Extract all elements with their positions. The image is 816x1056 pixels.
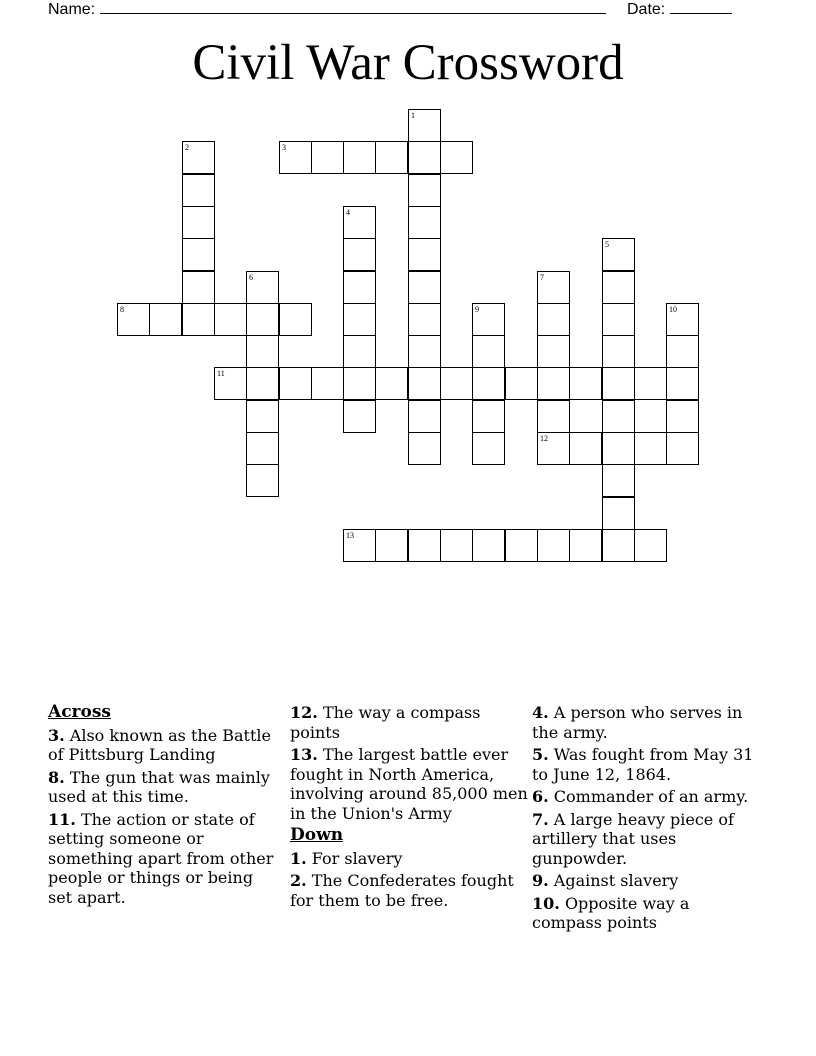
clue-item-number: 3.	[48, 725, 65, 745]
clue-heading-down: Down	[290, 825, 344, 845]
clue-item-number: 11.	[48, 809, 76, 829]
grid-cell[interactable]	[537, 432, 570, 465]
grid-cell[interactable]	[440, 367, 473, 400]
clue-item	[532, 787, 764, 807]
grid-cell[interactable]	[569, 367, 602, 400]
grid-cell[interactable]	[408, 367, 441, 400]
clue-number: 13	[346, 531, 354, 540]
grid-cell[interactable]	[311, 141, 344, 174]
grid-cell[interactable]	[343, 303, 376, 336]
grid-cell[interactable]	[246, 367, 279, 400]
grid-cell[interactable]	[472, 303, 505, 336]
grid-cell[interactable]	[537, 367, 570, 400]
grid-cell[interactable]	[666, 367, 699, 400]
clue-item	[290, 745, 528, 823]
grid-cell[interactable]	[279, 303, 312, 336]
grid-cell[interactable]	[408, 238, 441, 271]
clue-item-text: The largest battle ever fought in North America, involving around 85,000 men in the Union's Army	[290, 745, 528, 823]
grid-cell[interactable]	[602, 464, 635, 497]
grid-cell[interactable]	[246, 303, 279, 336]
grid-cell[interactable]	[569, 432, 602, 465]
grid-cell[interactable]	[666, 432, 699, 465]
grid-cell[interactable]	[182, 303, 215, 336]
clue-item-text: The gun that was mainly used at this time.	[48, 767, 270, 806]
grid-cell[interactable]	[602, 497, 635, 530]
grid-cell[interactable]	[602, 400, 635, 433]
clue-item-text: Against slavery	[553, 871, 679, 890]
grid-cell[interactable]	[408, 271, 441, 304]
grid-cell[interactable]	[634, 432, 667, 465]
clue-item	[532, 810, 764, 869]
clue-column-1	[48, 703, 278, 910]
grid-cell[interactable]	[246, 432, 279, 465]
grid-cell[interactable]	[246, 400, 279, 433]
grid-cell[interactable]	[634, 529, 667, 562]
clue-item-number: 1.	[290, 848, 307, 868]
grid-cell[interactable]	[569, 529, 602, 562]
grid-cell[interactable]	[602, 271, 635, 304]
grid-cell[interactable]	[666, 335, 699, 368]
grid-cell[interactable]	[279, 141, 312, 174]
grid-cell[interactable]	[505, 529, 538, 562]
grid-cell[interactable]	[343, 271, 376, 304]
clue-item-number: 4.	[532, 703, 549, 722]
grid-cell[interactable]	[408, 335, 441, 368]
grid-cell[interactable]	[408, 141, 441, 174]
clue-item-number: 13.	[290, 745, 318, 764]
clue-column-2	[290, 703, 528, 913]
grid-cell[interactable]	[214, 367, 247, 400]
clue-item	[48, 768, 278, 807]
clue-item	[48, 810, 278, 908]
clue-item-number: 10.	[532, 893, 560, 913]
clue-number: 11	[217, 369, 225, 378]
clue-heading-across: Across	[48, 702, 111, 722]
grid-cell[interactable]	[182, 271, 215, 304]
grid-cell[interactable]	[182, 238, 215, 271]
grid-cell[interactable]	[149, 303, 182, 336]
grid-cell[interactable]	[472, 400, 505, 433]
grid-cell[interactable]	[602, 367, 635, 400]
grid-cell[interactable]	[537, 400, 570, 433]
grid-cell[interactable]	[408, 109, 441, 142]
grid-cell[interactable]	[343, 335, 376, 368]
grid-cell[interactable]	[666, 400, 699, 433]
grid-cell[interactable]	[472, 529, 505, 562]
clue-item-text: Commander of an army.	[553, 787, 749, 806]
grid-cell[interactable]	[375, 529, 408, 562]
clue-item-number: 5.	[532, 745, 549, 764]
grid-cell[interactable]	[408, 303, 441, 336]
clue-item	[290, 849, 528, 869]
clue-item	[290, 871, 528, 910]
page-title: Civil War Crossword	[192, 35, 624, 91]
clue-number: 9	[475, 305, 479, 314]
clue-item-text: Opposite way a compass points	[532, 893, 690, 932]
clue-item-number: 8.	[48, 767, 65, 787]
clue-number: 4	[346, 208, 350, 217]
grid-cell[interactable]	[246, 464, 279, 497]
grid-cell[interactable]	[311, 367, 344, 400]
grid-cell[interactable]	[279, 367, 312, 400]
grid-cell[interactable]	[343, 367, 376, 400]
name-label: Name:	[48, 1, 96, 18]
clue-item	[532, 745, 764, 784]
grid-cell[interactable]	[246, 271, 279, 304]
grid-cell[interactable]	[634, 367, 667, 400]
grid-cell[interactable]	[537, 303, 570, 336]
grid-cell[interactable]	[602, 432, 635, 465]
clue-item-number: 12.	[290, 703, 318, 722]
clue-item-text: The action or state of setting someone or something apart from other people or things or being set apart.	[48, 809, 274, 907]
date-field	[627, 0, 732, 19]
date-label: Date:	[627, 1, 666, 18]
grid-cell[interactable]	[408, 174, 441, 207]
grid-cell[interactable]	[472, 335, 505, 368]
grid-cell[interactable]	[472, 367, 505, 400]
grid-cell[interactable]	[246, 335, 279, 368]
clue-item-text: A person who serves in the army.	[532, 703, 743, 742]
clue-number: 2	[185, 143, 189, 152]
clue-item-text: Was fought from May 31 to June 12, 1864.	[532, 745, 754, 784]
clue-column-3	[532, 703, 764, 936]
grid-cell[interactable]	[537, 271, 570, 304]
clue-number: 3	[282, 143, 286, 152]
grid-cell[interactable]	[408, 529, 441, 562]
date-underline	[670, 0, 732, 14]
grid-cell[interactable]	[408, 206, 441, 239]
grid-cell[interactable]	[505, 367, 538, 400]
clue-item-text: The Confederates fought for them to be free.	[290, 871, 514, 910]
grid-cell[interactable]	[537, 529, 570, 562]
clue-item-number: 9.	[532, 871, 549, 890]
clue-item	[532, 871, 764, 891]
clue-item	[532, 894, 764, 933]
clue-item-number: 7.	[532, 809, 549, 829]
clue-item-number: 2.	[290, 871, 307, 890]
name-underline	[100, 0, 606, 14]
grid-cell[interactable]	[182, 174, 215, 207]
grid-cell[interactable]	[343, 206, 376, 239]
clue-item-text: Also known as the Battle of Pittsburg Landing	[48, 725, 271, 764]
grid-cell[interactable]	[537, 335, 570, 368]
grid-cell[interactable]	[375, 141, 408, 174]
grid-cell[interactable]	[440, 141, 473, 174]
clue-number: 12	[540, 434, 548, 443]
grid-cell[interactable]	[117, 303, 150, 336]
clue-number: 5	[605, 240, 609, 249]
grid-cell[interactable]	[602, 238, 635, 271]
clue-item	[48, 726, 278, 765]
grid-cell[interactable]	[408, 400, 441, 433]
grid-cell[interactable]	[602, 529, 635, 562]
grid-cell[interactable]	[343, 400, 376, 433]
grid-cell[interactable]	[666, 303, 699, 336]
clue-item-text: The way a compass points	[290, 703, 481, 742]
clue-number: 7	[540, 273, 544, 282]
clue-number: 10	[669, 305, 677, 314]
clue-item-text: For slavery	[311, 848, 403, 868]
name-field	[48, 0, 606, 19]
clue-item-number: 6.	[532, 787, 549, 806]
clue-item-text: A large heavy piece of artillery that uses gunpowder.	[532, 809, 734, 868]
grid-cell[interactable]	[602, 335, 635, 368]
grid-cell[interactable]	[440, 529, 473, 562]
grid-cell[interactable]	[182, 141, 215, 174]
grid-cell[interactable]	[214, 303, 247, 336]
clue-number: 8	[120, 305, 124, 314]
clue-item	[290, 703, 528, 742]
grid-cell[interactable]	[472, 432, 505, 465]
clue-number: 6	[249, 273, 253, 282]
grid-cell[interactable]	[408, 432, 441, 465]
grid-cell[interactable]	[343, 238, 376, 271]
grid-cell[interactable]	[343, 141, 376, 174]
grid-cell[interactable]	[343, 529, 376, 562]
grid-cell[interactable]	[375, 367, 408, 400]
clue-number: 1	[411, 111, 415, 120]
grid-cell[interactable]	[602, 303, 635, 336]
clue-item	[532, 703, 764, 742]
grid-cell[interactable]	[182, 206, 215, 239]
